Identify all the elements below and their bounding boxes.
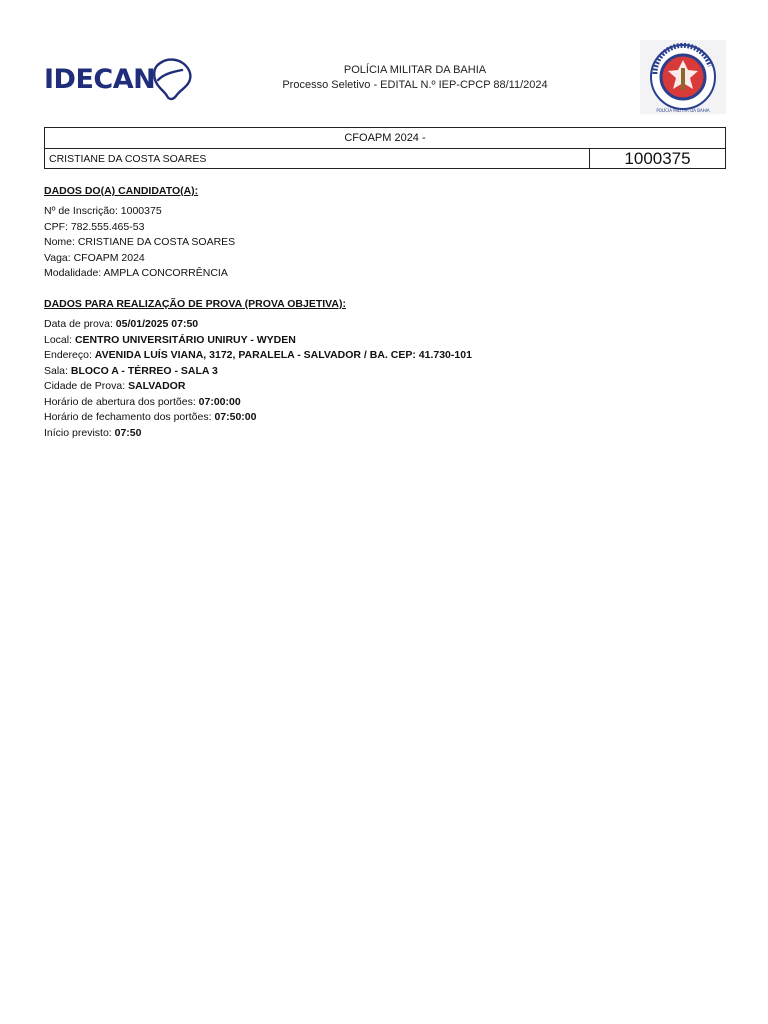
exam-line-room: Sala: BLOCO A - TÉRREO - SALA 3 bbox=[44, 364, 218, 377]
exam-line-gate-close: Horário de fechamento dos portões: 07:50:00 bbox=[44, 411, 257, 423]
exam-section bbox=[44, 297, 472, 441]
exam-line-location: Local: CENTRO UNIVERSITÁRIO UNIRUY - WYDEN bbox=[44, 333, 296, 346]
candidate-section bbox=[44, 184, 235, 282]
header-edital: Processo Seletivo - EDITAL N.º IEP-CPCP 88/11/2024 bbox=[282, 79, 548, 91]
registration-number-cell: 1000375 bbox=[624, 149, 691, 168]
exam-line-start: Início previsto: 07:50 bbox=[44, 426, 142, 439]
candidate-name-cell: CRISTIANE DA COSTA SOARES bbox=[45, 149, 590, 169]
idecan-logo bbox=[44, 56, 194, 104]
candidate-section-title: DADOS DO(A) CANDIDATO(A): bbox=[44, 185, 199, 197]
exam-line-address: Endereço: AVENIDA LUÍS VIANA, 3172, PARALELA - SALVADOR / BA. CEP: 41.730-101 bbox=[44, 349, 472, 361]
pm-bahia-emblem bbox=[640, 40, 726, 114]
document-header bbox=[240, 63, 590, 93]
candidate-box bbox=[44, 127, 726, 169]
candidate-line-name: Nome: CRISTIANE DA COSTA SOARES bbox=[44, 236, 236, 248]
exam-line-city: Cidade de Prova: SALVADOR bbox=[44, 380, 186, 392]
exam-section-title: DADOS PARA REALIZAÇÃO DE PROVA (PROVA OBJETIVA): bbox=[44, 298, 346, 310]
header-institution: POLÍCIA MILITAR DA BAHIA bbox=[343, 64, 487, 76]
exam-line-date: Data de prova: 05/01/2025 07:50 bbox=[44, 318, 199, 330]
brazil-map-icon bbox=[148, 56, 194, 102]
exam-line-gate-open: Horário de abertura dos portões: 07:00:00 bbox=[44, 395, 241, 408]
candidate-line-cpf: CPF: 782.555.465-53 bbox=[44, 220, 145, 233]
emblem-text: POLÍCIA MILITAR DA BAHIA bbox=[656, 108, 710, 113]
idecan-logo-text: IDECAN bbox=[44, 64, 156, 95]
course-label: CFOAPM 2024 - bbox=[45, 128, 725, 149]
candidate-line-registration: Nº de Inscrição: 1000375 bbox=[44, 205, 162, 217]
candidate-line-vacancy: Vaga: CFOAPM 2024 bbox=[44, 251, 145, 264]
candidate-line-modality: Modalidade: AMPLA CONCORRÊNCIA bbox=[44, 267, 228, 279]
